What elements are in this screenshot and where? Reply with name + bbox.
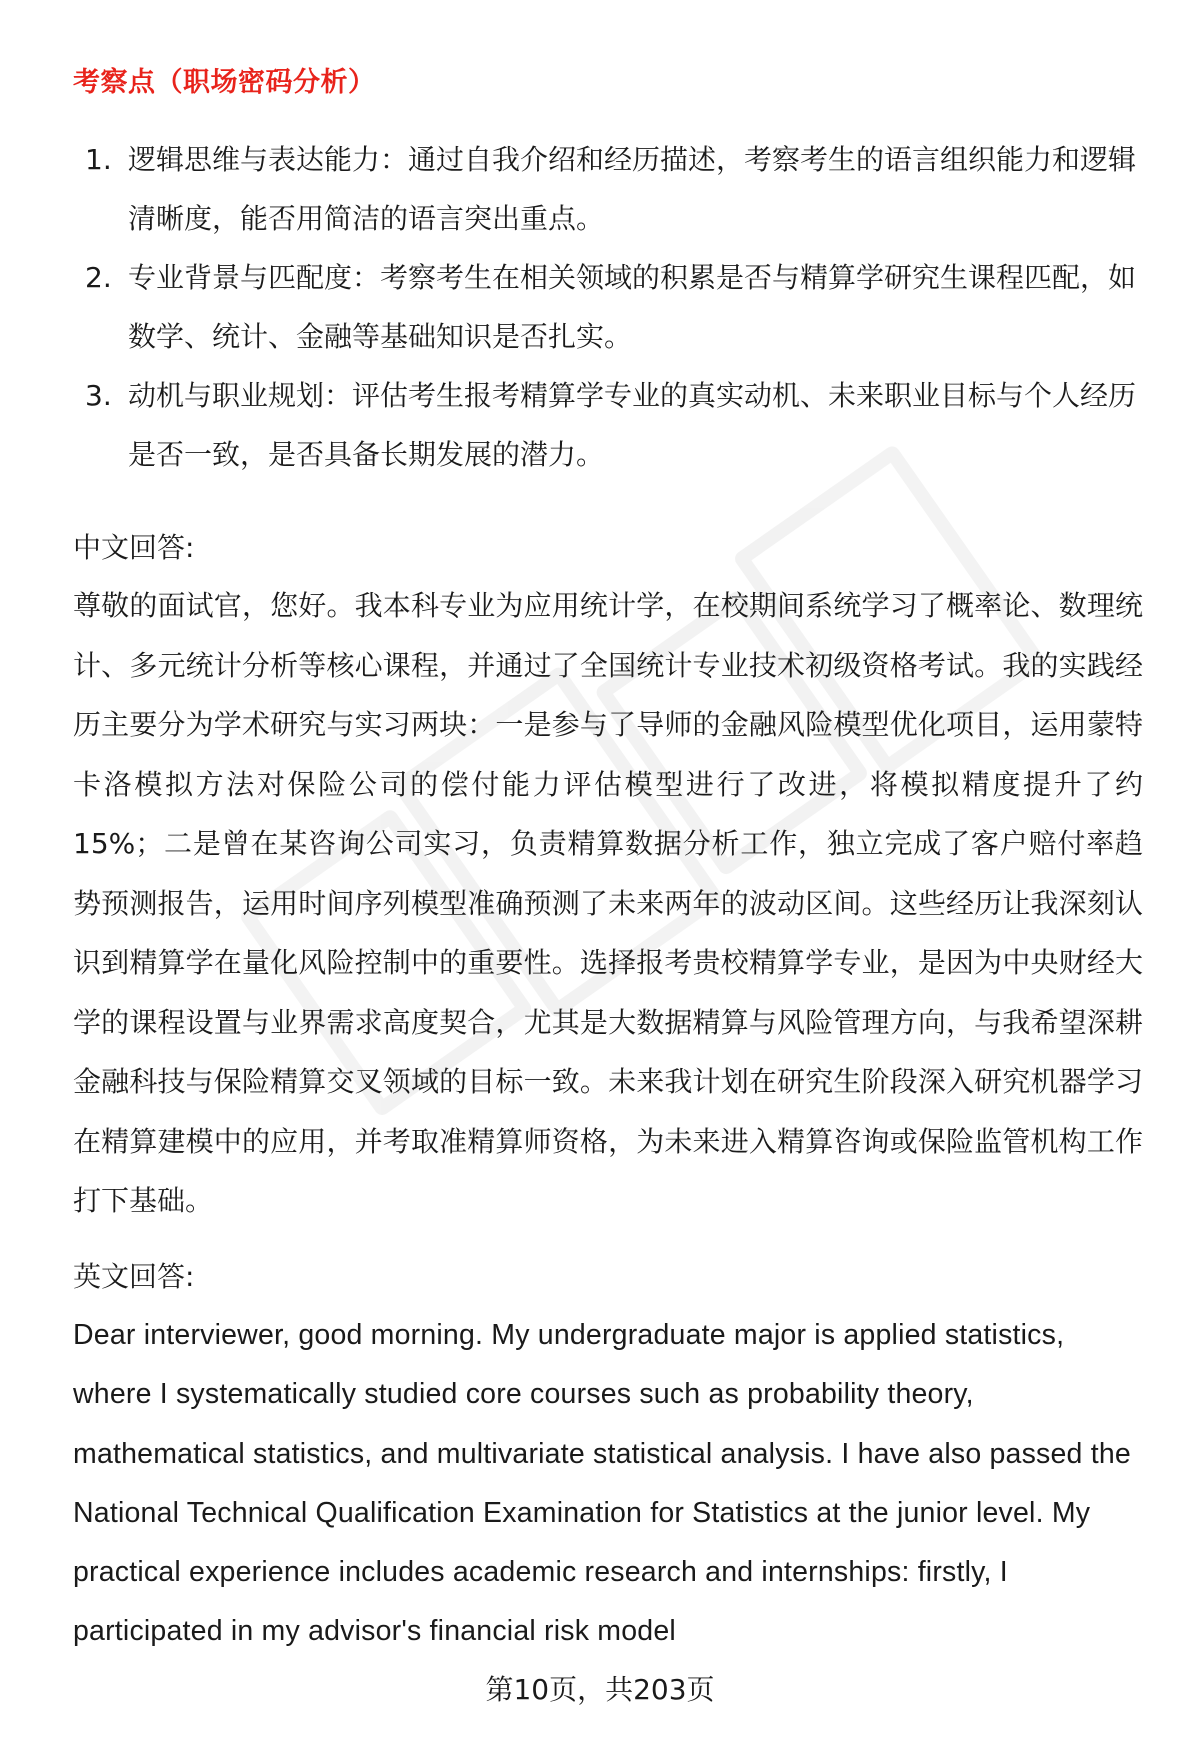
list-item-text: 逻辑思维与表达能力：通过自我介绍和经历描述，考察考生的语言组织能力和逻辑清晰度，能否用简洁的语言突出重点。 [128, 143, 1137, 235]
english-answer-label: 英文回答: [73, 1260, 195, 1293]
list-item [73, 248, 1153, 366]
page-number: 第10页，共203页 [485, 1673, 715, 1706]
list-item-text: 动机与职业规划：评估考生报考精算学专业的真实动机、未来职业目标与个人经历是否一致，是否具备长期发展的潜力。 [128, 379, 1137, 471]
list-item-text: 专业背景与匹配度：考察考生在相关领域的积累是否与精算学研究生课程匹配，如数学、统计、金融等基础知识是否扎实。 [128, 261, 1137, 353]
chinese-answer-text: 尊敬的面试官，您好。我本科专业为应用统计学，在校期间系统学习了概率论、数理统计、多元统计分析等核心课程，并通过了全国统计专业技术初级资格考试。我的实践经历主要分为学术研究与实习两块：一是参与了导师的金融风险模型优化项目，运用蒙特卡洛模拟方法对保险公司的偿付能力评估模型进行了改进，将模拟精度提升了约15%；二是曾在某咨询公司实习，负责精算数据分析工作，独立完成了客户赔付率趋势预测报告，运用时间序列模型准确预测了未来两年的波动区间。这些经历让我深刻认识到精算学在量化风险控制中的重要性。选择报考贵校精算学专业，是因为中央财经大学的课程设置与业界需求高度契合，尤其是大数据精算与风险管理方向，与我希望深耕金融科技与保险精算交叉领域的目标一致。未来我计划在研究生阶段深入研究机器学习在精算建模中的应用，并考取准精算师资格，为未来进入精算咨询或保险监管机构工作打下基础。 [73, 589, 1143, 1217]
list-item [73, 130, 1153, 248]
list-item-number: 2. [85, 261, 112, 294]
list-item [73, 366, 1153, 484]
chinese-answer-label: 中文回答: [73, 531, 195, 564]
list-item-number: 3. [85, 379, 112, 412]
key-points-list [73, 130, 1153, 484]
section-title: 考察点（职场密码分析） [73, 67, 376, 98]
english-answer-text: Dear interviewer, good morning. My undergraduate major is applied statistics, where I systematically studied core courses such as probability theory, mathematical statistics, and multivariate statistical analysis. I have also passed the National Technical Qualification Examination for Statistics at the junior level. My practical experience includes academic research and internships: firstly, I participated in my advisor's financial risk model [73, 1319, 1131, 1648]
list-item-number: 1. [85, 143, 112, 176]
